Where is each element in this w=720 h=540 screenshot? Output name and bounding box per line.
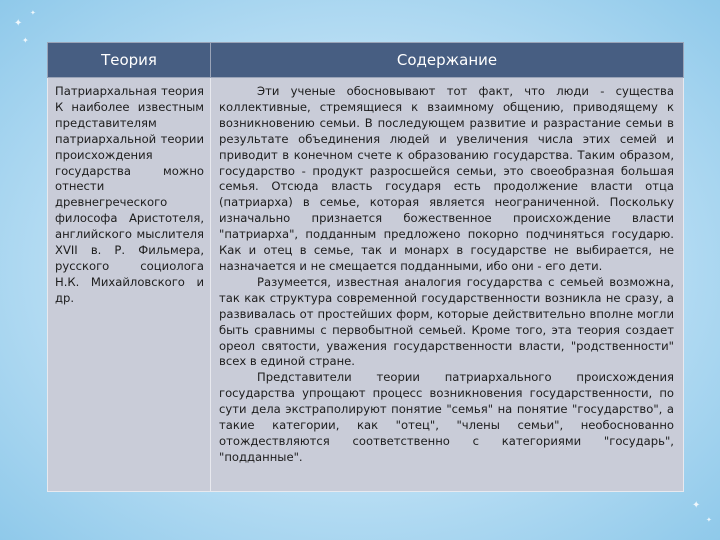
content-paragraph-2: Разумеется, известная аналогия государства с семьей возможна, так как структура современной государственности возникла не сразу, а развивалась от простейших форм, которые действительно вполне могли быть сравнимы с первобытной семьей. Кроме того, эта теория создает ореол святости, уважения государственности власти, "родственности" всех в единой стране. bbox=[219, 274, 674, 369]
sparkle-icon: ✦ bbox=[14, 18, 23, 29]
sparkle-icon: ✦ bbox=[706, 516, 712, 524]
table-row bbox=[48, 78, 684, 492]
header-theory: Теория bbox=[48, 43, 211, 78]
content-paragraph-3: Представители теории патриархального происхождения государства упрощают процесс возникновения государственности, по сути дела экстраполируют понятие "семья" на понятие "государство", а такие категории, как "отец", "члены семьи", необоснованно отождествляются соответственно с категориями "государь", "подданные". bbox=[219, 370, 674, 464]
content-paragraph-1: Эти ученые обосновывают тот факт, что люди - существа коллективные, стремящиеся к взаимному общению, приводящему к возникновению семьи. В последующем развитие и разрастание семьи в результате объединения людей и увеличения числа этих семей и приводит в конечном счете к образованию государства. Таким образом, государство - продукт разросшейся семьи, это своеобразная большая семья. Отсюда власть государя есть продолжение власти отца (патриарха) в семье, которая является неограниченной. Поскольку изначально признается божественное происхождение власти "патриарха", подданным предложено покорно подчиняться государю. Как и отец в семье, так и монарх в государстве не выбирается, не назначается и не смещается подданными, ибо они - его дети. bbox=[219, 84, 674, 273]
theory-table bbox=[47, 42, 684, 492]
sparkle-icon: ✦ bbox=[22, 36, 29, 45]
header-content: Содержание bbox=[211, 43, 684, 78]
sparkle-icon: ✦ bbox=[30, 9, 36, 17]
content-cell bbox=[211, 78, 684, 492]
theory-cell: Патриархальная теория К наиболее известным представителям патриархальной теории происхождения государства можно отнести древнегреческого философа Аристотеля, английского мыслителя XVII в. Р. Фильмера, русского социолога Н.К. Михайловского и др. bbox=[48, 78, 211, 492]
table-header-row bbox=[48, 43, 684, 78]
sparkle-icon: ✦ bbox=[692, 500, 701, 511]
